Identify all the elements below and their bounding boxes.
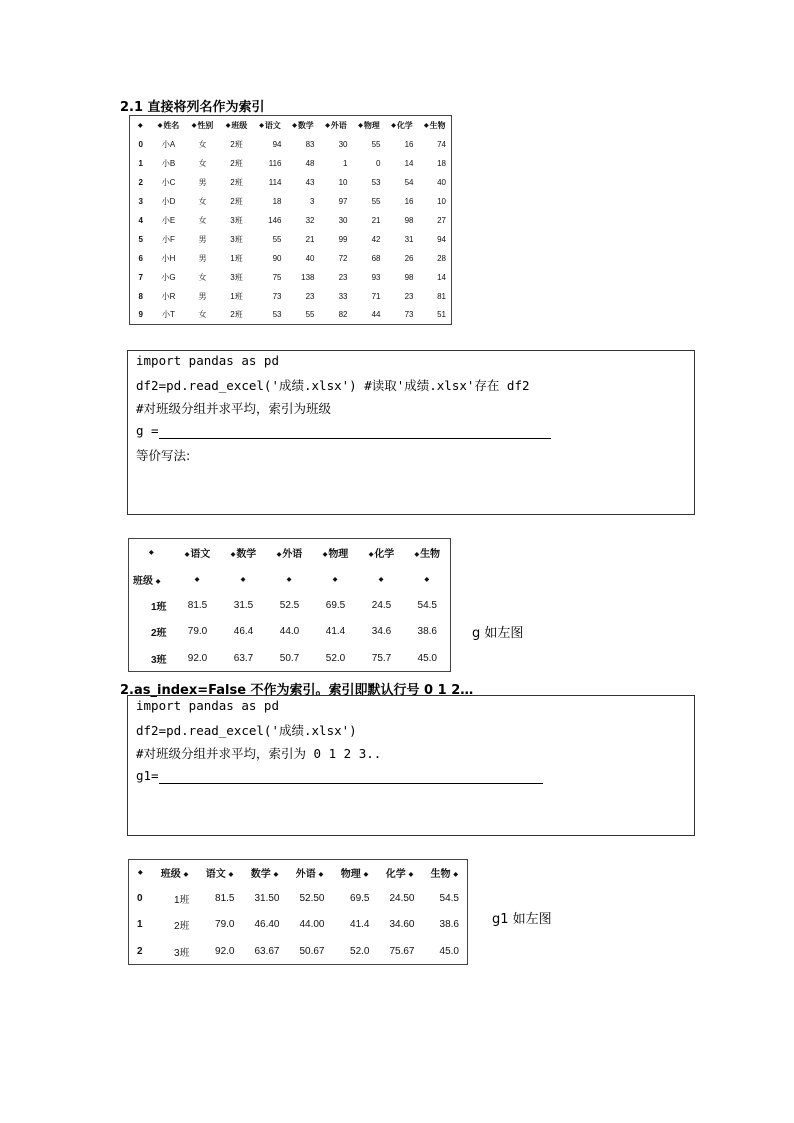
code-line: import pandas as pd (136, 353, 279, 368)
table-cell: 43 (305, 177, 315, 187)
grouped-mean-table-no-index (128, 859, 468, 965)
sort-icon: ◆ (318, 872, 324, 879)
table-row (130, 287, 452, 306)
table-cell: 44.0 (279, 626, 300, 638)
index-header[interactable] (129, 539, 175, 566)
table-row (129, 938, 468, 964)
row-index-cell: 6 (138, 253, 143, 263)
column-header[interactable]: ◆化学 (391, 120, 413, 130)
column-header[interactable]: 化学 ◆ (385, 869, 414, 881)
table-cell: 74 (437, 139, 446, 149)
table-cell: 38.6 (417, 626, 437, 638)
sort-icon: ◆ (286, 576, 292, 583)
table-cell: 1班 (230, 291, 243, 301)
column-header[interactable]: ◆生物 (423, 120, 446, 130)
row-index-cell: 4 (138, 215, 143, 225)
table-cell: 10 (338, 177, 348, 187)
table-row (130, 306, 452, 325)
table-cell: 2班 (230, 139, 243, 149)
table-cell: 92.0 (215, 945, 235, 957)
code-line: #对班级分组并求平均，索引为 0 1 2 3.. (136, 746, 382, 761)
code-line: 等价写法: (136, 448, 191, 463)
table-cell: 90 (272, 253, 282, 263)
sort-icon: ◆ (368, 551, 374, 558)
table-cell: 33 (338, 291, 348, 301)
table-cell: 45.0 (417, 652, 437, 664)
table-cell: 23 (305, 291, 315, 301)
table-cell: 男 (198, 291, 207, 301)
answer-blank[interactable] (159, 438, 551, 439)
table-caption-g1: g1 如左图 (492, 912, 552, 927)
table-cell: 14 (404, 158, 414, 168)
table-row (129, 619, 451, 645)
table-cell: 40 (305, 253, 315, 263)
students-table (129, 115, 452, 325)
table-cell: 52.5 (279, 600, 300, 612)
table-cell: 75 (272, 272, 282, 282)
code-box-groupby-no-index (127, 695, 695, 836)
column-header[interactable]: ◆物理 (358, 120, 380, 130)
table-row (129, 912, 468, 938)
sort-icon: ◆ (240, 576, 246, 583)
index-name-header[interactable]: 班级 ◆ (133, 575, 161, 587)
table-cell: 53 (272, 310, 282, 320)
table-cell: 3班 (173, 947, 190, 959)
table-cell: 16 (404, 139, 414, 149)
row-index-cell: 9 (138, 310, 143, 320)
table-cell: 18 (272, 196, 282, 206)
table-cell: 32 (305, 215, 315, 225)
sort-icon: ◆ (414, 551, 420, 558)
table-cell: 54 (404, 177, 414, 187)
table-cell: 97 (338, 196, 348, 206)
table-cell: 34.60 (389, 919, 415, 931)
sort-icon: ◆ (408, 872, 414, 879)
column-header[interactable]: 外语 ◆ (295, 869, 324, 881)
column-header[interactable]: ◆物理 (322, 548, 349, 560)
sort-icon: ◆ (424, 576, 430, 583)
row-index-cell: 7 (138, 272, 143, 282)
table-cell: 30 (338, 139, 348, 149)
sort-icon: ◆ (292, 122, 297, 129)
table-cell: 3班 (230, 215, 243, 225)
table-cell: 44 (371, 310, 381, 320)
table-cell: 21 (371, 215, 381, 225)
sort-icon: ◆ (358, 122, 363, 129)
table-cell: 99 (338, 234, 348, 244)
sort-icon: ◆ (322, 551, 328, 558)
table-cell: 女 (198, 272, 207, 282)
table-cell: 26 (404, 253, 414, 263)
table-cell: 女 (198, 310, 207, 320)
row-index-cell: 2班 (150, 628, 167, 640)
column-sort[interactable] (175, 566, 221, 593)
column-sort[interactable] (313, 566, 359, 593)
table-cell: 16 (404, 196, 414, 206)
table-cell: 55 (371, 196, 381, 206)
row-index-cell: 2 (138, 177, 143, 187)
index-header[interactable] (130, 116, 152, 135)
table-cell: 23 (404, 291, 414, 301)
table-cell: 2班 (230, 158, 243, 168)
column-header[interactable]: ◆班级 (225, 120, 248, 130)
table-cell: 68 (371, 253, 381, 263)
column-sort[interactable] (405, 566, 451, 593)
table-row (129, 645, 451, 671)
table-row (130, 135, 452, 154)
table-cell: 69.5 (350, 893, 370, 905)
code-box-groupby-index (127, 350, 695, 515)
table-row (130, 173, 452, 192)
table-row (130, 211, 452, 230)
section-heading-as-index: 2.as_index=False 不作为索引。索引即默认行号 0 1 2… (120, 683, 474, 698)
table-cell: 小R (161, 291, 176, 301)
table-cell: 51 (437, 310, 446, 320)
table-cell: 小G (161, 272, 176, 282)
table-cell: 女 (198, 158, 207, 168)
table-cell: 女 (198, 215, 207, 225)
table-cell: 42 (371, 234, 381, 244)
code-line: #对班级分组并求平均，索引为班级 (136, 401, 332, 416)
sort-icon: ◆ (157, 122, 163, 129)
table-cell: 男 (198, 234, 207, 244)
index-name-row (129, 566, 451, 593)
table-cell: 54.5 (439, 893, 459, 905)
table-cell: 1班 (230, 253, 243, 263)
table-cell: 2班 (230, 310, 243, 320)
table-cell: 55 (272, 234, 282, 244)
table-cell: 73 (272, 291, 282, 301)
table-cell: 小A (161, 139, 176, 149)
table-cell: 75.7 (371, 652, 392, 664)
row-index-cell: 0 (138, 139, 143, 149)
table-row (129, 886, 468, 912)
table-cell: 1班 (173, 895, 190, 907)
table-cell: 女 (198, 139, 207, 149)
table-cell: 83 (305, 139, 315, 149)
row-index-cell: 3 (138, 196, 143, 206)
column-header[interactable]: ◆生物 (414, 548, 441, 560)
answer-blank[interactable] (159, 783, 543, 784)
table-cell: 81.5 (215, 893, 235, 905)
table-row (130, 192, 452, 211)
column-header[interactable]: ◆数学 (230, 548, 257, 560)
table-cell: 55 (305, 310, 315, 320)
table-cell: 63.7 (233, 652, 254, 664)
table-cell: 2班 (230, 177, 243, 187)
column-header[interactable]: 班级 ◆ (160, 869, 189, 881)
table-cell: 34.6 (371, 626, 392, 638)
table-cell: 52.0 (350, 945, 370, 957)
table-cell: 10 (437, 196, 446, 206)
table-cell: 女 (198, 196, 207, 206)
table-cell: 41.4 (325, 626, 346, 638)
table-cell: 54.5 (417, 600, 437, 612)
sort-icon: ◆ (391, 122, 396, 129)
sort-icon: ◆ (332, 576, 338, 583)
table-cell: 94 (437, 234, 446, 244)
code-line: import pandas as pd (136, 698, 279, 713)
table-cell: 53 (371, 177, 381, 187)
column-header[interactable]: ◆外语 (325, 120, 347, 130)
table-cell: 0 (376, 158, 381, 168)
table-cell: 52.0 (325, 652, 346, 664)
table-cell: 28 (437, 253, 446, 263)
table-cell: 38.6 (439, 919, 459, 931)
table-row (130, 249, 452, 268)
sort-icon: ◆ (325, 122, 330, 129)
column-header[interactable]: ◆语文 (259, 120, 281, 130)
code-line: df2=pd.read_excel('成绩.xlsx') (136, 723, 357, 738)
sort-icon: ◆ (453, 872, 458, 879)
table-cell: 27 (437, 215, 446, 225)
column-sort[interactable] (221, 566, 267, 593)
table-row (130, 154, 452, 173)
table-cell: 23 (338, 272, 348, 282)
table-row (129, 593, 451, 619)
table-cell: 3班 (230, 234, 243, 244)
row-index-cell: 1 (137, 919, 143, 931)
table-cell: 2班 (230, 196, 243, 206)
table-cell: 男 (198, 177, 207, 187)
sort-icon: ◆ (230, 551, 236, 558)
table-cell: 81 (437, 291, 446, 301)
sort-icon: ◆ (194, 576, 200, 583)
column-header[interactable]: 数学 ◆ (250, 869, 279, 881)
column-header[interactable]: 物理 ◆ (340, 869, 369, 881)
sort-icon: ◆ (148, 549, 154, 556)
table-cell: 小H (161, 253, 176, 263)
table-cell: 14 (437, 272, 446, 282)
table-cell: 146 (268, 215, 282, 225)
table-cell: 小D (161, 196, 176, 206)
sort-icon: ◆ (363, 872, 369, 879)
table-cell: 31.5 (233, 600, 254, 612)
table-cell: 138 (301, 272, 315, 282)
table-cell: 44.00 (299, 919, 325, 931)
code-line: g = (136, 423, 159, 438)
table-cell: 46.4 (233, 626, 254, 638)
table-cell: 72 (338, 253, 348, 263)
table-cell: 46.40 (254, 919, 280, 931)
column-header[interactable]: 语文 ◆ (205, 869, 234, 881)
table-cell: 52.50 (299, 893, 325, 905)
table-cell: 92.0 (187, 652, 208, 664)
table-cell: 79.0 (215, 919, 235, 931)
row-index-cell: 5 (138, 234, 143, 244)
table-cell: 63.67 (254, 945, 280, 957)
table-cell: 50.67 (299, 945, 325, 957)
column-sort[interactable] (267, 566, 313, 593)
table-row (130, 230, 452, 249)
table-cell: 69.5 (325, 600, 346, 612)
table-cell: 94 (272, 139, 282, 149)
table-cell: 男 (198, 253, 207, 263)
sort-icon: ◆ (276, 551, 282, 558)
table-cell: 55 (371, 139, 381, 149)
table-cell: 24.5 (371, 600, 392, 612)
column-header[interactable]: ◆数学 (292, 120, 314, 130)
table-row (130, 268, 452, 287)
table-cell: 73 (404, 310, 414, 320)
table-cell: 小T (162, 310, 175, 320)
sort-icon: ◆ (184, 551, 190, 558)
row-index-cell: 1班 (150, 602, 167, 614)
table-cell: 31 (404, 234, 414, 244)
table-cell: 小F (162, 234, 175, 244)
table-caption-g: g 如左图 (472, 626, 524, 641)
table-cell: 71 (371, 291, 381, 301)
table-cell: 98 (404, 272, 414, 282)
table-cell: 114 (268, 177, 282, 187)
table-cell: 81.5 (187, 600, 208, 612)
table-cell: 40 (437, 177, 446, 187)
column-header[interactable]: ◆外语 (276, 548, 303, 560)
table-cell: 93 (371, 272, 381, 282)
sort-icon: ◆ (191, 122, 197, 129)
table-cell: 24.50 (389, 893, 415, 905)
table-cell: 2班 (173, 921, 190, 933)
table-cell: 21 (305, 234, 315, 244)
table-cell: 82 (338, 310, 348, 320)
column-header[interactable]: 生物 ◆ (430, 869, 458, 881)
grouped-mean-table (128, 538, 451, 672)
sort-icon: ◆ (137, 122, 143, 129)
table-cell: 41.4 (350, 919, 370, 931)
sort-icon: ◆ (137, 870, 143, 877)
column-header[interactable]: ◆化学 (368, 548, 395, 560)
sort-icon: ◆ (423, 122, 429, 129)
column-header[interactable]: ◆性别 (191, 120, 214, 130)
section-heading-2-1: 2.1 直接将列名作为索引 (120, 100, 265, 115)
code-line: g1= (136, 768, 159, 783)
table-cell: 98 (404, 215, 414, 225)
sort-icon: ◆ (183, 872, 189, 879)
column-sort[interactable] (359, 566, 405, 593)
table-cell: 30 (338, 215, 348, 225)
table-header-row (129, 539, 451, 566)
table-header-row (130, 116, 452, 135)
table-cell: 116 (268, 158, 282, 168)
index-header[interactable] (129, 860, 153, 886)
row-index-cell: 1 (138, 158, 143, 168)
table-cell: 45.0 (439, 945, 459, 957)
sort-icon: ◆ (155, 578, 161, 585)
table-cell: 小E (161, 215, 176, 225)
table-cell: 小B (161, 158, 176, 168)
table-header-row (129, 860, 468, 886)
row-index-cell: 8 (138, 291, 143, 301)
row-index-cell: 2 (137, 945, 143, 957)
column-header[interactable]: ◆语文 (184, 548, 211, 560)
table-cell: 3班 (230, 272, 243, 282)
table-cell: 50.7 (279, 652, 300, 664)
table-cell: 79.0 (187, 626, 208, 638)
sort-icon: ◆ (259, 122, 264, 129)
column-header[interactable]: ◆姓名 (157, 120, 180, 130)
sort-icon: ◆ (273, 872, 279, 879)
table-cell: 48 (305, 158, 315, 168)
row-index-cell: 3班 (150, 654, 167, 666)
sort-icon: ◆ (228, 872, 234, 879)
table-cell: 18 (437, 158, 446, 168)
table-cell: 75.67 (389, 945, 415, 957)
code-line: df2=pd.read_excel('成绩.xlsx') #读取'成绩.xlsx'存在 df2 (136, 378, 530, 393)
table-cell: 小C (161, 177, 176, 187)
table-cell: 31.50 (254, 893, 280, 905)
sort-icon: ◆ (378, 576, 384, 583)
sort-icon: ◆ (225, 122, 231, 129)
table-cell: 3 (310, 196, 315, 206)
row-index-cell: 0 (137, 893, 143, 905)
table-cell: 1 (343, 158, 348, 168)
